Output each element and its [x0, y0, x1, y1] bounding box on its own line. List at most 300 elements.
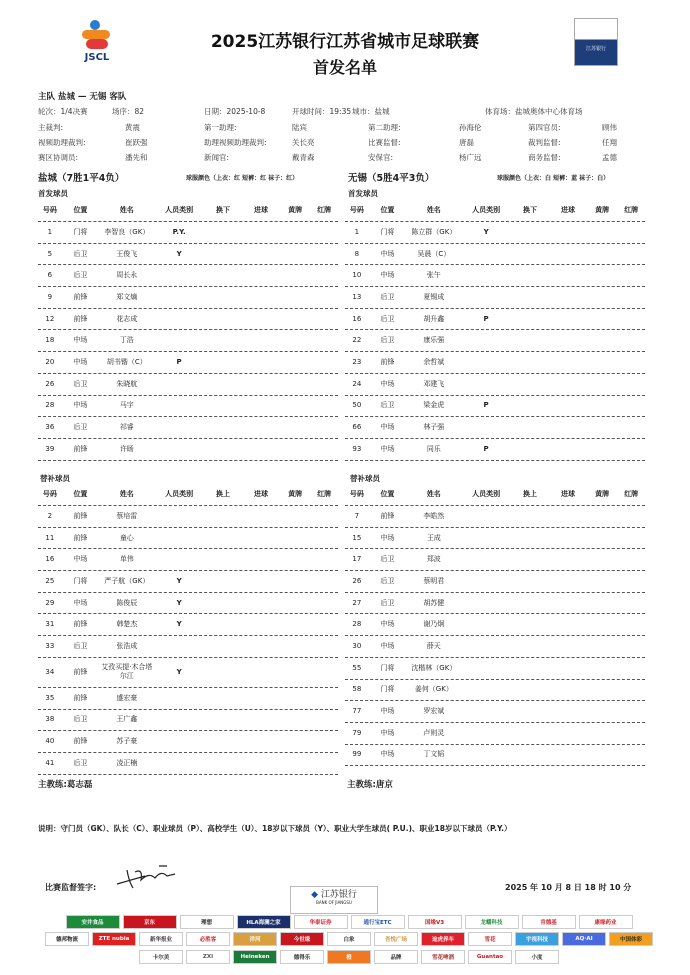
home-subs-table [38, 484, 338, 775]
player-category: Y [176, 249, 182, 258]
player-name: 陈立群（GK） [411, 227, 457, 236]
player-position: 后卫 [380, 576, 395, 585]
official-name: 杨广远 [459, 153, 482, 162]
player-position: 后卫 [73, 271, 88, 280]
player-position: 后卫 [73, 423, 88, 432]
player-position: 中场 [73, 357, 88, 366]
player-row [38, 222, 338, 244]
official-name: 潘先和 [125, 153, 148, 162]
player-position: 前锋 [73, 667, 88, 676]
player-name: 吴晨（C） [417, 249, 451, 258]
sponsor-logo: 德得乐 [280, 950, 324, 964]
player-number: 17 [352, 555, 362, 564]
official-role-label: 第二助理: [368, 123, 401, 132]
official-role-label: 新闻官: [204, 153, 230, 162]
player-position: 前锋 [73, 444, 88, 453]
sponsor-logo: AQ·AI [562, 932, 606, 946]
official-role-label: 赛区协调员: [38, 153, 79, 162]
page-title: 2025江苏银行江苏省城市足球联赛 [210, 32, 480, 52]
player-row [38, 287, 338, 309]
player-position: 中场 [380, 249, 395, 258]
column-header: 红牌 [317, 490, 332, 498]
column-header: 人员类别 [165, 490, 194, 498]
player-position: 前锋 [73, 693, 88, 702]
player-row [345, 287, 645, 309]
player-row [38, 265, 338, 287]
sponsor-logo: 雪花 [468, 932, 512, 946]
match-info-item: 日期：2025-10-8 [204, 107, 266, 116]
player-number: 9 [47, 292, 53, 301]
bank-logo-icon: ◆ [311, 890, 319, 900]
official-name: 孟德 [602, 153, 617, 162]
sponsor-logo: Heineken [233, 950, 277, 964]
player-position: 门将 [73, 227, 88, 236]
player-name: 丁浩 [119, 336, 134, 345]
player-category: P [483, 314, 489, 323]
table-header-row [38, 484, 338, 506]
player-row [345, 723, 645, 745]
player-position: 前锋 [380, 357, 395, 366]
sponsor-logo: 白象 [327, 932, 371, 946]
player-number: 26 [45, 379, 55, 388]
player-number: 29 [45, 598, 55, 607]
sponsor-badge-text: 江苏银行 [585, 46, 606, 52]
official-name: 唐磊 [459, 138, 474, 147]
player-number: 5 [47, 249, 53, 258]
player-name: 凌正楠 [116, 758, 138, 767]
player-row [38, 636, 338, 658]
page-subtitle: 首发名单 [312, 58, 377, 77]
sponsor-logo: 华泰证券 [294, 915, 348, 929]
column-header: 人员类别 [165, 206, 194, 214]
official-name: 崔跃强 [125, 138, 148, 147]
player-number: 1 [47, 227, 53, 236]
player-position: 门将 [380, 685, 395, 694]
column-header: 红牌 [624, 206, 639, 214]
player-number: 24 [352, 379, 362, 388]
official-role-label: 视频助理裁判: [38, 138, 86, 147]
sponsor-logo: HLA海澜之家 [237, 915, 291, 929]
column-header: 进球 [254, 206, 269, 214]
player-name: 蔡明君 [423, 576, 445, 585]
away-subs-table [345, 484, 645, 766]
official-name: 黄震 [125, 123, 140, 132]
away-subs-label: 替补球员 [350, 474, 380, 483]
player-number: 13 [352, 292, 362, 301]
player-position: 前锋 [73, 533, 88, 542]
player-name: 张浩成 [116, 641, 138, 650]
player-number: 41 [45, 758, 55, 767]
player-number: 35 [45, 693, 55, 702]
sponsor-logo: 德邦物流 [45, 932, 89, 946]
player-position: 中场 [380, 379, 395, 388]
player-row [345, 265, 645, 287]
player-position: 中场 [380, 641, 395, 650]
player-row [38, 374, 338, 396]
sponsor-logo: 中国体彩 [609, 932, 653, 946]
player-row [38, 731, 338, 753]
player-name: 许旸 [119, 444, 134, 453]
player-name: 王俊飞 [116, 249, 138, 258]
player-number: 10 [352, 271, 362, 280]
player-number: 30 [352, 641, 362, 650]
player-number: 28 [45, 401, 55, 410]
away-coach: 主教练:唐京 [347, 780, 393, 790]
player-row [38, 571, 338, 593]
player-row [38, 549, 338, 571]
player-position: 中场 [380, 533, 395, 542]
home-subs-label: 替补球员 [40, 474, 70, 483]
player-name: 胡升鑫 [423, 314, 445, 323]
player-row [345, 593, 645, 615]
player-row [345, 614, 645, 636]
official-role-label: 安保官: [368, 153, 394, 162]
player-name: 郑波 [426, 555, 441, 564]
player-name: 李皓然 [423, 511, 445, 520]
away-team-name: 无锡（5胜4平3负） [348, 173, 435, 184]
player-name: 苏子豪 [116, 737, 138, 746]
table-header-row [345, 484, 645, 506]
column-header: 位置 [380, 490, 395, 498]
column-header: 红牌 [317, 206, 332, 214]
player-name: 花志成 [116, 314, 138, 323]
bank-of-jiangsu-logo [290, 886, 378, 914]
player-number: 27 [352, 598, 362, 607]
player-name: 罗宏斌 [423, 707, 445, 716]
player-number: 25 [45, 576, 55, 585]
player-row [345, 439, 645, 461]
match-info-item: 开球时间：19:35 [292, 107, 352, 116]
player-number: 16 [352, 314, 362, 323]
player-position: 后卫 [73, 379, 88, 388]
official-role-label: 助理视频助理裁判: [204, 138, 267, 147]
column-header: 姓名 [426, 206, 441, 214]
player-number: 34 [45, 667, 55, 676]
player-position: 中场 [380, 750, 395, 759]
player-name: 王广鑫 [116, 715, 138, 724]
player-position: 后卫 [73, 249, 88, 258]
player-name: 马宇 [119, 401, 134, 410]
away-starters-table [345, 200, 645, 461]
table-header-row [345, 200, 645, 222]
column-header: 号码 [349, 490, 364, 498]
player-position: 后卫 [380, 314, 395, 323]
column-header: 换上 [216, 490, 231, 498]
player-category: Y [176, 667, 182, 676]
official-name: 任翔 [602, 138, 617, 147]
player-position: 门将 [380, 663, 395, 672]
player-name: 胡苏健 [423, 598, 445, 607]
player-row [345, 636, 645, 658]
player-row [345, 244, 645, 266]
player-position: 中场 [380, 271, 395, 280]
player-position: 后卫 [380, 598, 395, 607]
column-header: 位置 [73, 490, 88, 498]
sponsor-logo: 宇视科技 [515, 932, 559, 946]
player-number: 26 [352, 576, 362, 585]
player-name: 严子航（GK） [104, 576, 150, 585]
column-header: 换下 [216, 206, 231, 214]
player-row [345, 528, 645, 550]
player-name: 王成 [426, 533, 441, 542]
player-number: 23 [352, 357, 362, 366]
official-role-label: 比赛监督: [368, 138, 401, 147]
player-row [345, 745, 645, 767]
sponsor-logo: 雪花啤酒 [421, 950, 465, 964]
player-number: 6 [47, 271, 53, 280]
sponsor-logo: 必胜客 [186, 932, 230, 946]
player-row [345, 701, 645, 723]
official-role-label: 主裁判: [38, 123, 64, 132]
player-name: 李智良（GK） [104, 227, 150, 236]
player-row [345, 417, 645, 439]
player-row [38, 506, 338, 528]
player-row [345, 549, 645, 571]
sponsor-logo: 国缘V3 [408, 915, 462, 929]
player-name: 姜何（GK） [414, 685, 453, 694]
player-name: 韩楚杰 [116, 620, 138, 629]
column-header: 换上 [523, 490, 538, 498]
sponsor-row [44, 950, 654, 964]
player-category: P [176, 357, 182, 366]
sponsor-logo: Guantao [468, 950, 512, 964]
player-position: 后卫 [380, 336, 395, 345]
player-number: 55 [352, 663, 362, 672]
player-number: 12 [45, 314, 55, 323]
official-role-label: 第四官员: [528, 123, 561, 132]
player-row [38, 309, 338, 331]
match-info-item: 场序：82 [112, 107, 145, 116]
player-row [38, 417, 338, 439]
player-row [38, 688, 338, 710]
sponsor-logo: 安井食品 [66, 915, 120, 929]
away-kit-colors: 球服颜色（上衣：白 短裤：蓝 袜子：白） [497, 175, 610, 182]
player-number: 38 [45, 715, 55, 724]
sponsor-logo: 龙蟠科技 [465, 915, 519, 929]
sponsor-logo: ZXI [186, 950, 230, 964]
player-position: 后卫 [73, 641, 88, 650]
column-header: 位置 [73, 206, 88, 214]
player-position: 前锋 [73, 292, 88, 301]
player-position: 后卫 [73, 758, 88, 767]
player-number: 16 [45, 555, 55, 564]
player-row [38, 593, 338, 615]
player-row [345, 222, 645, 244]
sponsor-logo: ZTE nubia [92, 932, 136, 946]
player-position: 中场 [73, 336, 88, 345]
column-header: 人员类别 [472, 490, 501, 498]
player-position: 后卫 [380, 292, 395, 301]
match-info-item: 体育场：盐城奥体中心体育场 [485, 107, 583, 116]
player-name: 邓建飞 [423, 379, 445, 388]
sponsor-logo: 今世缘 [280, 932, 324, 946]
player-category: Y [176, 598, 182, 607]
player-position: 后卫 [380, 555, 395, 564]
column-header: 黄牌 [288, 490, 303, 498]
official-name: 关长亮 [292, 138, 315, 147]
player-position: 中场 [380, 423, 395, 432]
player-row [345, 309, 645, 331]
player-name: 卢则灵 [423, 728, 445, 737]
player-number: 33 [45, 641, 55, 650]
player-row [38, 439, 338, 461]
official-role-label: 商务监督: [528, 153, 561, 162]
player-position: 中场 [380, 728, 395, 737]
column-header: 红牌 [624, 490, 639, 498]
player-position: 门将 [73, 576, 88, 585]
sponsor-logo: 理想 [180, 915, 234, 929]
away-starters-label: 首发球员 [348, 189, 378, 198]
column-header: 进球 [561, 490, 576, 498]
column-header: 人员类别 [472, 206, 501, 214]
league-logo-text: JSCL [84, 52, 110, 63]
player-row [38, 710, 338, 732]
player-name: 余哲斌 [423, 357, 445, 366]
player-position: 前锋 [73, 314, 88, 323]
player-name: 祁睿 [119, 423, 134, 432]
player-name: 张午 [426, 271, 441, 280]
match-info-item: 轮次：1/4决赛 [38, 107, 88, 116]
sponsor-logo: 肯德基 [522, 915, 576, 929]
player-row [345, 330, 645, 352]
player-number: 11 [45, 533, 55, 542]
player-row [345, 506, 645, 528]
player-name: 蔡培雷 [116, 511, 138, 520]
column-header: 换下 [523, 206, 538, 214]
player-category: Y [483, 227, 489, 236]
player-category: Y [176, 620, 182, 629]
player-number: 40 [45, 737, 55, 746]
official-name: 陆宾 [292, 123, 307, 132]
home-starters-label: 首发球员 [38, 189, 68, 198]
column-header: 号码 [42, 490, 57, 498]
signature-label: 比赛监督签字: [45, 883, 97, 892]
player-name: 单伟 [119, 555, 134, 564]
player-number: 31 [45, 620, 55, 629]
sponsor-logo: 新华报业 [139, 932, 183, 946]
player-number: 93 [352, 444, 362, 453]
signed-datetime: 2025 年 10 月 8 日 18 时 10 分 [505, 883, 632, 892]
column-header: 进球 [561, 206, 576, 214]
player-number: 22 [352, 336, 362, 345]
sponsor-logo: 吾悦广场 [374, 932, 418, 946]
handwritten-signature [115, 862, 185, 890]
home-team-name: 盐城（7胜1平4负） [38, 173, 125, 184]
sponsor-logo: 康缘药业 [579, 915, 633, 929]
player-name: 胡书锴（C） [106, 357, 147, 366]
player-name: 同乐 [426, 444, 441, 453]
player-name: 沈楷林（GK） [411, 663, 457, 672]
player-number: 20 [45, 357, 55, 366]
home-kit-colors: 球服颜色（上衣：红 短裤：红 袜子：红） [186, 175, 299, 182]
player-position: 中场 [380, 707, 395, 716]
player-row [345, 352, 645, 374]
player-position: 前锋 [73, 511, 88, 520]
player-number: 36 [45, 423, 55, 432]
player-category: P.Y. [172, 227, 186, 236]
player-number: 99 [352, 750, 362, 759]
player-position: 门将 [380, 227, 395, 236]
player-name: 谢乃炯 [423, 620, 445, 629]
match-info-item: 城市：盐城 [352, 107, 390, 116]
player-position: 中场 [380, 620, 395, 629]
player-position: 中场 [73, 401, 88, 410]
player-row [38, 528, 338, 550]
player-name: 康乐强 [423, 336, 445, 345]
column-header: 黄牌 [288, 206, 303, 214]
column-header: 号码 [349, 206, 364, 214]
column-header: 黄牌 [595, 206, 610, 214]
sponsor-row [44, 915, 654, 929]
player-row [38, 753, 338, 775]
legend-note: 说明：守门员（GK）、队长（C）、职业球员（P）、高校学生（U）、18岁以下球员（Y）、职业大学生球员( P.U.)、职业18岁以下球员（P.Y.） [38, 824, 512, 833]
sponsor-logo: 品牌 [374, 950, 418, 964]
player-number: 50 [352, 401, 362, 410]
sponsor-logo: 小度 [515, 950, 559, 964]
column-header: 进球 [254, 490, 269, 498]
column-header: 号码 [42, 206, 57, 214]
official-name: 孙海伦 [459, 123, 482, 132]
player-number: 1 [354, 227, 360, 236]
player-number: 15 [352, 533, 362, 542]
sponsor-logo: 卡尔美 [139, 950, 183, 964]
match-line: 主队 盐城 — 无锡 客队 [38, 92, 127, 102]
player-number: 28 [352, 620, 362, 629]
player-number: 58 [352, 685, 362, 694]
player-name: 童心 [119, 533, 134, 542]
official-name: 顾伟 [602, 123, 617, 132]
official-role-label: 第一助理: [204, 123, 237, 132]
player-category: P [483, 444, 489, 453]
player-row [38, 352, 338, 374]
player-number: 77 [352, 707, 362, 716]
player-position: 前锋 [73, 737, 88, 746]
player-position: 前锋 [380, 511, 395, 520]
player-row [38, 330, 338, 352]
player-name: 周长永 [116, 271, 138, 280]
player-position: 后卫 [73, 715, 88, 724]
player-name: 薛天 [426, 641, 441, 650]
player-number: 7 [354, 511, 360, 520]
sponsor-logo: 途虎养车 [421, 932, 465, 946]
player-number: 39 [45, 444, 55, 453]
player-position: 后卫 [380, 401, 395, 410]
player-name: 盛宏豪 [116, 693, 138, 702]
player-name: 林子强 [423, 423, 445, 432]
column-header: 姓名 [119, 206, 134, 214]
player-row [38, 658, 338, 688]
bank-name: 江苏银行 [320, 890, 357, 900]
sponsor-logo: 洋河 [233, 932, 277, 946]
player-name: 艾孜买提·木合塔尔江 [101, 663, 153, 681]
player-position: 前锋 [73, 620, 88, 629]
player-row [345, 374, 645, 396]
player-row [345, 396, 645, 418]
column-header: 位置 [380, 206, 395, 214]
player-name: 陈俊辰 [116, 598, 138, 607]
player-row [38, 396, 338, 418]
player-name: 夏锡成 [423, 292, 445, 301]
home-coach: 主教练:葛志磊 [38, 780, 93, 790]
player-number: 79 [352, 728, 362, 737]
sponsor-badge [574, 18, 618, 66]
column-header: 姓名 [119, 490, 134, 498]
bank-name-en: BANK OF JIANGSU [316, 900, 352, 905]
player-number: 8 [354, 249, 360, 258]
player-position: 中场 [380, 444, 395, 453]
table-header-row [38, 200, 338, 222]
player-name: 郑文熵 [116, 292, 138, 301]
